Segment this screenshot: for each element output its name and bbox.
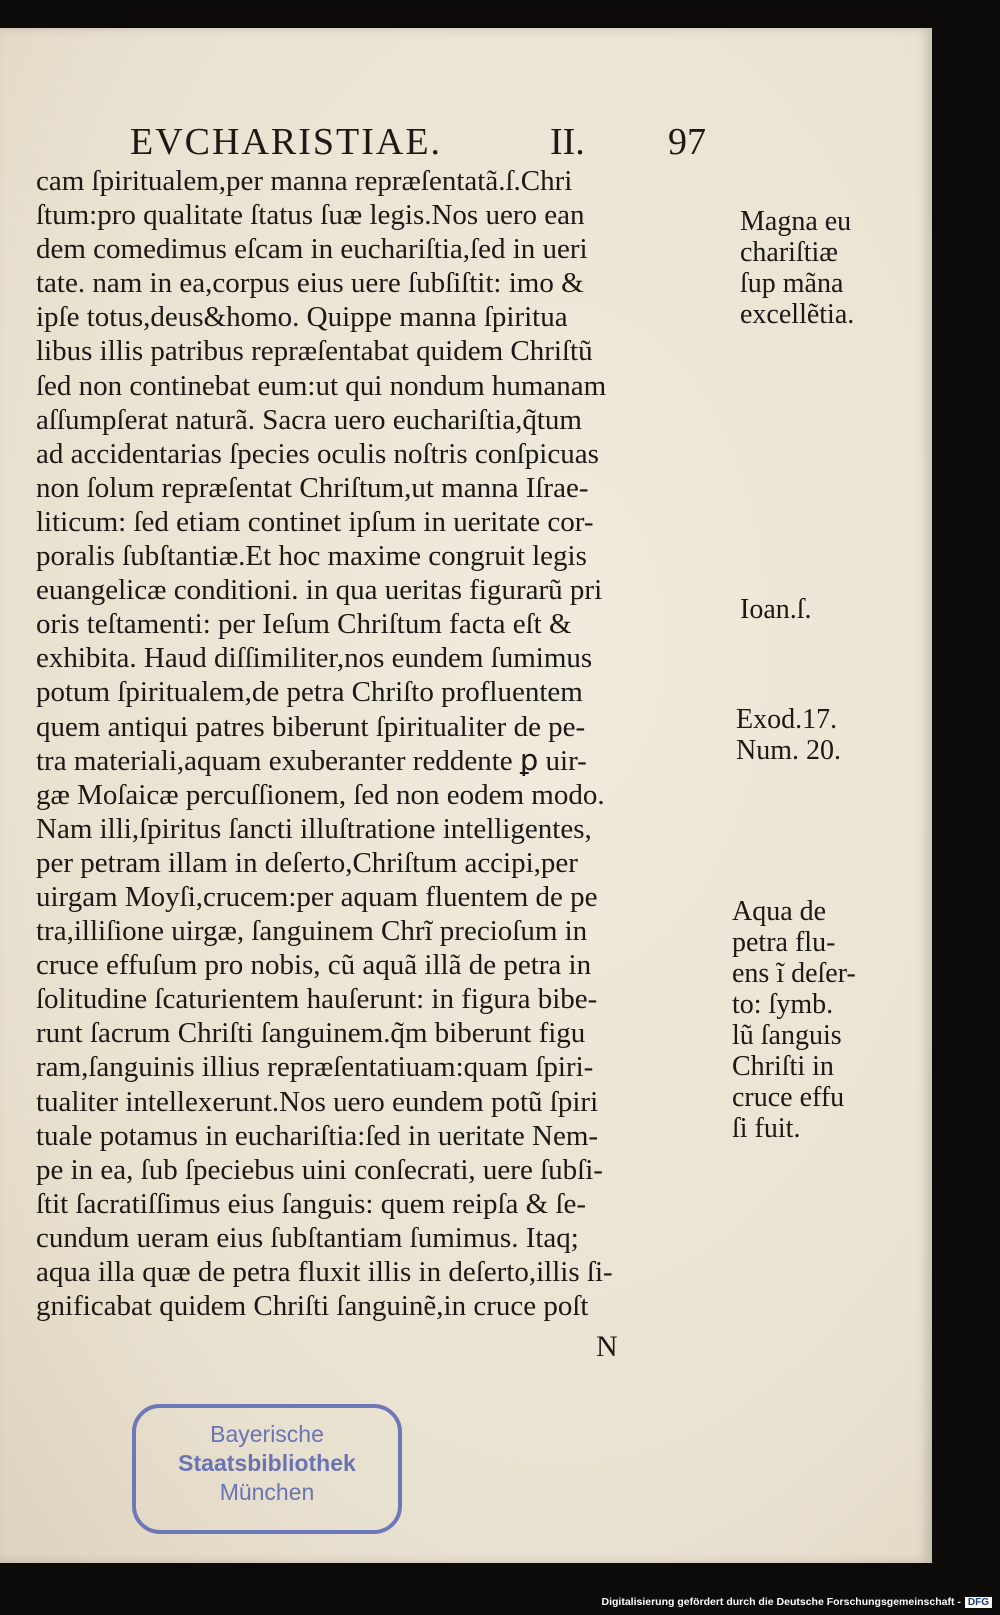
library-stamp	[132, 1404, 402, 1534]
text-line: dem comedimus eſcam in euchariſtia,ſed in ueri	[36, 233, 588, 266]
text-line: oris teſtamenti: per Ieſum Chriſtum facta eſt &	[36, 608, 572, 641]
text-line: libus illis patribus repræſentabat quidem Chriſtũ	[36, 335, 593, 368]
text-line: aqua illa quæ de petra fluxit illis in deſerto,illis ſi-	[36, 1256, 613, 1288]
margin-note-line: to: ſymb.	[732, 989, 834, 1020]
text-line: non ſolum repræſentat Chriſtum,ut manna Iſrae-	[36, 471, 589, 504]
margin-note-line: lũ ſanguis	[732, 1020, 842, 1051]
text-line: pe in ea, ſub ſpeciebus uini conſecrati, uere ſubſi-	[36, 1153, 603, 1186]
text-line: tualiter intellexerunt.Nos uero eundem potũ ſpiri	[36, 1085, 599, 1118]
stamp-line: Bayerische	[210, 1421, 324, 1447]
text-line: poralis ſubſtantiæ.Et hoc maxime congruit legis	[36, 540, 587, 573]
text-line: tate. nam in ea,corpus eius uere ſubſiſtit: imo &	[36, 267, 584, 300]
margin-note-line: ens ĩ deſer-	[732, 958, 856, 989]
margin-note-line: Num. 20.	[736, 735, 841, 766]
text-line: ſed non continebat eum:ut qui nondum humanam	[36, 369, 607, 402]
margin-note-eucharist	[740, 206, 854, 330]
text-line: cam ſpiritualem,per manna repræſentatã.ſ.Chri	[36, 165, 573, 197]
text-line: tra materiali,aquam exuberanter reddente ꝑ uir-	[36, 744, 587, 777]
text-line: ram,ſanguinis illius repræſentatiuam:quam ſpiri-	[36, 1051, 594, 1084]
text-line: runt ſacrum Chriſti ſanguinem.q̃m biberunt figu	[36, 1017, 586, 1050]
margin-note-line: Ioan.ſ.	[740, 594, 812, 625]
main-text-block	[36, 164, 726, 1323]
stamp-line: München	[219, 1479, 315, 1505]
running-header	[0, 120, 932, 168]
text-line: cundum ueram eius ſubſtantiam ſumimus. Itaq;	[36, 1221, 579, 1254]
margin-note-ioan	[740, 594, 812, 625]
text-line: tra,illiſione uirgæ, ſanguinem Chrĩ precioſum in	[36, 915, 588, 948]
text-line: uirgam Moyſi,crucem:per aquam fluentem de pe	[36, 880, 598, 913]
text-line: exhibita. Haud diſſimiliter,nos eundem ſumimus	[36, 642, 593, 675]
margin-note-line: chariſtiæ	[740, 237, 838, 268]
margin-note-line: ſi fuit.	[732, 1113, 801, 1144]
margin-note-line: Aqua de	[732, 896, 827, 927]
text-line: ſtit ſacratiſſimus eius ſanguis: quem reipſa & ſe-	[36, 1187, 587, 1220]
running-title: EVCHARISTIAE.	[130, 121, 443, 163]
catchword: N	[596, 1330, 618, 1363]
page-number: 97	[668, 121, 706, 163]
margin-note-line: ſup mãna	[740, 268, 844, 299]
text-line: ad accidentarias ſpecies oculis noſtris conſpicuas	[36, 437, 599, 470]
text-line: euangelicæ conditioni. in qua ueritas figurarũ pri	[36, 574, 603, 607]
book-page	[0, 28, 932, 1563]
margin-note-line: Magna eu	[740, 206, 852, 237]
text-line: per petram illam in deſerto,Chriſtum accipi,per	[36, 846, 578, 879]
text-line: cruce effuſum pro nobis, cũ aquã illã de petra in	[36, 949, 592, 982]
credit-text: Digitalisierung gefördert durch die Deutsche Forschungsgemeinschaft -	[601, 1596, 961, 1608]
margin-note-aqua	[732, 896, 856, 1144]
margin-note-line: petra flu-	[732, 927, 836, 958]
text-line: quem antiqui patres biberunt ſpiritualiter de pe-	[36, 710, 586, 743]
text-line: ſtum:pro qualitate ſtatus ſuæ legis.Nos uero ean	[36, 199, 585, 232]
text-line: gæ Moſaicæ percuſſionem, ſed non eodem modo.	[36, 778, 605, 811]
text-line: gnificabat quidem Chriſti ſanguinẽ,in cruce poſt	[36, 1290, 589, 1323]
margin-note-line: Chriſti in	[732, 1051, 834, 1082]
digitization-credit	[602, 1596, 993, 1612]
text-line: ſolitudine ſcaturientem hauſerunt: in figura bibe-	[36, 983, 598, 1016]
text-line: aſſumpſerat naturã. Sacra uero euchariſtia,q̃tum	[36, 403, 582, 436]
text-line: Nam illi,ſpiritus ſancti illuſtratione intelligentes,	[36, 812, 592, 845]
margin-note-line: Exod.17.	[736, 704, 838, 735]
chapter-number: II.	[550, 121, 585, 163]
text-line: liticum: ſed etiam continet ipſum in ueritate cor-	[36, 505, 594, 538]
margin-note-line: excellẽtia.	[740, 299, 855, 330]
dfg-logo: DFG	[965, 1597, 992, 1608]
stamp-line: Staatsbibliothek	[178, 1450, 356, 1476]
text-line: tuale potamus in euchariſtia:ſed in ueritate Nem-	[36, 1119, 599, 1152]
margin-note-line: cruce effu	[732, 1082, 845, 1113]
text-line: potum ſpiritualem,de petra Chriſto profluentem	[36, 676, 583, 709]
text-line: ipſe totus,deus&homo. Quippe manna ſpiritua	[36, 301, 568, 334]
margin-note-exod-num	[736, 704, 841, 766]
